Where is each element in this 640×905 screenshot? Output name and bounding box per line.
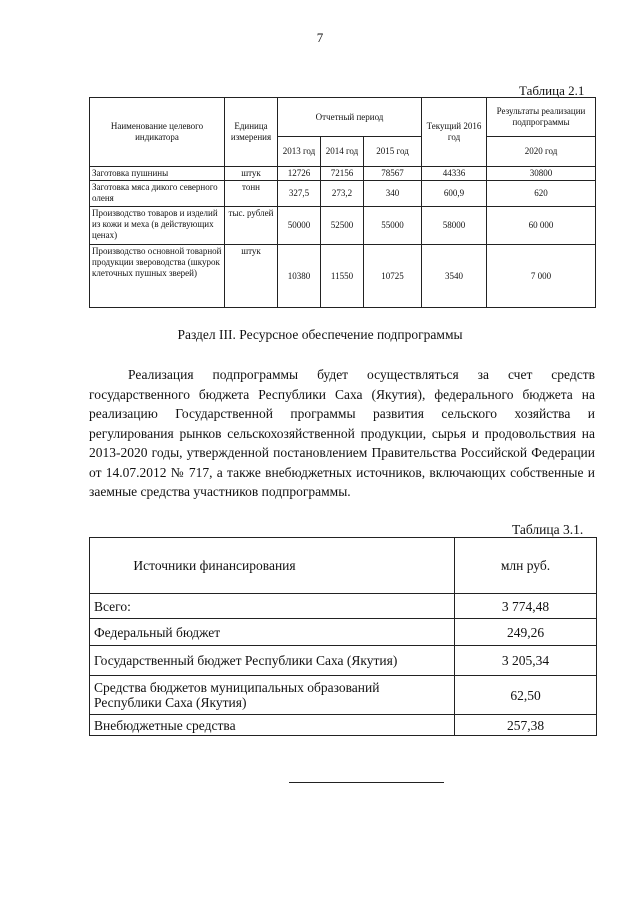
table-row [90,245,596,308]
row-value-2020: 30800 [487,167,596,181]
row-name: Заготовка пушнины [90,167,225,181]
header-2014: 2014 год [321,137,364,167]
table-3-1-caption: Таблица 3.1. [512,522,584,537]
row-name: Производство товаров и изделий из кожи и меха (в действующих ценах) [90,207,225,245]
row-name: Заготовка мяса дикого северного оленя [90,181,225,207]
funding-label: Внебюджетные средства [90,715,455,736]
table-row [90,715,597,736]
row-value-2014: 273,2 [321,181,364,207]
table-row [90,207,596,245]
row-unit: тыс. рублей [225,207,278,245]
header-unit: Единица измерения [225,98,278,167]
row-unit: штук [225,245,278,308]
row-value-2013: 12726 [278,167,321,181]
footer-divider [289,782,444,783]
row-value-2013: 50000 [278,207,321,245]
row-value-2015: 55000 [364,207,422,245]
header-reporting-period: Отчетный период [278,98,422,137]
row-value-2013: 327,5 [278,181,321,207]
table-row [90,167,596,181]
section-title: Раздел III. Ресурсное обеспечение подпрограммы [177,327,463,342]
table-header-row [90,98,596,137]
row-unit: штук [225,167,278,181]
funding-label: Всего: [90,594,455,619]
table-2-1-caption: Таблица 2.1 [519,83,585,98]
row-name: Производство основной товарной продукции звероводства (шкурок клеточных пушных зверей) [90,245,225,308]
header-2013: 2013 год [278,137,321,167]
header-funding-source: Источники финансирования [90,538,455,594]
row-value-2020: 620 [487,181,596,207]
table-row [90,676,597,715]
funding-label: Средства бюджетов муниципальных образований Республики Саха (Якутия) [90,676,455,715]
row-value-2016: 58000 [422,207,487,245]
funding-value: 3 774,48 [455,594,597,619]
table-row [90,594,597,619]
funding-label: Государственный бюджет Республики Саха (Якутия) [90,646,455,676]
row-value-2016: 44336 [422,167,487,181]
table-row [90,646,597,676]
row-value-2014: 11550 [321,245,364,308]
row-value-2015: 78567 [364,167,422,181]
page-number: 7 [316,30,324,45]
table-row [90,181,596,207]
header-indicator: Наименование целевого индикатора [90,98,225,167]
funding-value: 3 205,34 [455,646,597,676]
header-results: Результаты реализации подпрограммы [487,98,596,137]
header-2015: 2015 год [364,137,422,167]
row-value-2014: 72156 [321,167,364,181]
header-2020: 2020 год [487,137,596,167]
row-value-2014: 52500 [321,207,364,245]
row-value-2015: 340 [364,181,422,207]
row-value-2020: 7 000 [487,245,596,308]
funding-label: Федеральный бюджет [90,619,455,646]
row-value-2016: 3540 [422,245,487,308]
row-value-2020: 60 000 [487,207,596,245]
header-current-year: Текущий 2016 год [422,98,487,167]
table-header-row [90,538,597,594]
table-3-1 [89,537,597,736]
funding-value: 62,50 [455,676,597,715]
row-unit: тонн [225,181,278,207]
section-paragraph: Реализация подпрограммы будет осуществляться за счет средств государственного бюджета Республики Саха (Якутия), федерального бюджета на реализацию Государственной программы развития сельского хозяйства и регулирования рынков сельскохозяйственной продукции, сырья и продовольствия на 2013-2020 годы, утвержденной постановлением Правительства Российской Федерации от 14.07.2012 № 717, а также внебюджетных источников, включающих собственные и заемные средства участников подпрограммы. [89,367,595,499]
table-2-1 [89,97,596,308]
row-value-2016: 600,9 [422,181,487,207]
funding-value: 257,38 [455,715,597,736]
funding-value: 249,26 [455,619,597,646]
table-row [90,619,597,646]
row-value-2015: 10725 [364,245,422,308]
row-value-2013: 10380 [278,245,321,308]
header-amount-unit: млн руб. [455,538,597,594]
